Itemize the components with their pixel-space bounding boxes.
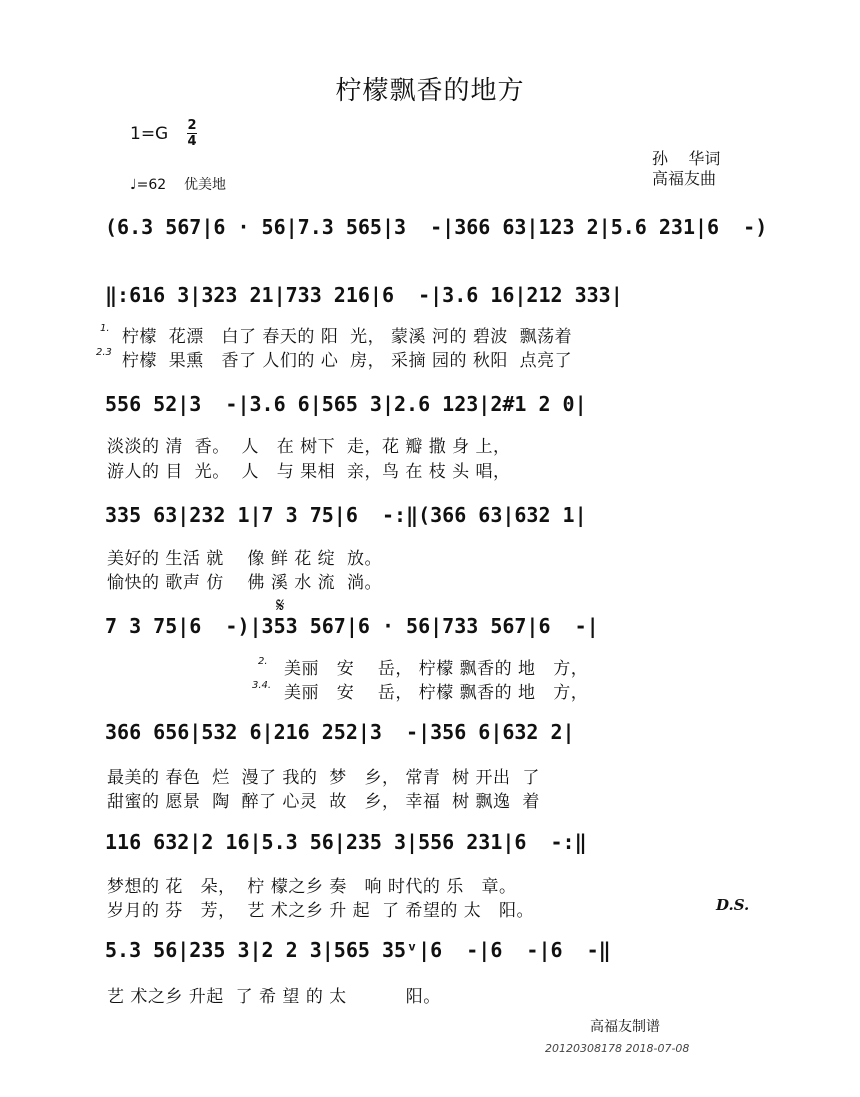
time-signature-top: 2 — [187, 118, 197, 133]
verse-number: 2. — [258, 656, 268, 667]
lyric-line: 甜蜜的 愿景 陶 醉了 心灵 故 乡， 幸福 树 飘逸 着 — [107, 792, 540, 812]
verse-number: 1. — [100, 323, 110, 334]
lyric-line: 梦想的 花 朵， 柠 檬之乡 奏 响 时代的 乐 章。 — [107, 877, 517, 897]
lyric-line: 淡淡的 清 香。 人 在 树下 走，花 瓣 撒 身 上， — [107, 437, 511, 457]
lyric-line: 岁月的 芬 芳， 艺 术之乡 升 起 了 希望的 太 阳。 — [107, 901, 534, 921]
notation-line-8: 5.3 56|235 3|2 2 3|565 35ᵛ|6 -|6 -|6 -‖ — [105, 938, 611, 962]
notation-line-3: 556 52|3 -|3.6 6|565 3|2.6 123|2#1 2 0| — [105, 392, 587, 416]
time-signature — [185, 118, 199, 149]
lyricist-credit: 孙 华词 — [652, 149, 721, 168]
dal-segno-marking: D.S. — [716, 896, 750, 914]
verse-number: 2.3 — [96, 347, 112, 358]
lyric-line: 美丽 安 岳， 柠檬 飘香的 地 方， — [284, 683, 589, 703]
notation-line-7: 116 632|2 16|5.3 56|235 3|556 231|6 -:‖ — [105, 830, 587, 854]
lyric-line: 愉快的 歌声 仿 佛 溪 水 流 淌。 — [107, 573, 382, 593]
notation-line-5: 7 3 75|6 -)|353 567|6 · 56|733 567|6 -| — [105, 614, 599, 638]
lyric-line: 游人的 目 光。 人 与 果相 亲，鸟 在 枝 头 唱， — [107, 462, 511, 482]
lyric-line: 美丽 安 岳， 柠檬 飘香的 地 方， — [284, 659, 589, 679]
lyric-line: 艺 术之乡 升起 了 希 望 的 太 阳。 — [107, 987, 441, 1007]
lyric-line: 柠檬 果熏 香了 人们的 心 房， 采摘 园的 秋阳 点亮了 — [122, 351, 573, 371]
lyric-line: 美好的 生活 就 像 鲜 花 绽 放。 — [107, 549, 382, 569]
composer-credit: 高福友曲 — [652, 169, 717, 188]
notation-line-1: (6.3 567|6 · 56|7.3 565|3 -|366 63|123 2|5.6 231|6 -) — [105, 215, 768, 239]
time-signature-bottom: 4 — [187, 134, 197, 149]
footer-id: 20120308178 2018-07-08 — [545, 1042, 690, 1055]
notation-line-2: ‖:616 3|323 21|733 216|6 -|3.6 16|212 333| — [105, 283, 623, 307]
key-signature: 1=G — [130, 124, 169, 144]
verse-number: 3.4. — [252, 680, 272, 691]
segno-sign: 𝄋 — [276, 593, 285, 617]
notation-line-4: 335 63|232 1|7 3 75|6 -:‖(366 63|632 1| — [105, 503, 587, 527]
lyric-line: 柠檬 花漂 白了 春天的 阳 光， 蒙溪 河的 碧波 飘荡着 — [122, 327, 573, 347]
notation-line-6: 366 656|532 6|216 252|3 -|356 6|632 2| — [105, 720, 575, 744]
page-title: 柠檬飘香的地方 — [335, 76, 525, 106]
lyric-line: 最美的 春色 烂 漫了 我的 梦 乡， 常青 树 开出 了 — [107, 768, 540, 788]
tempo-marking: ♩=62 优美地 — [130, 177, 226, 193]
transcriber-signature: 高福友制谱 — [590, 1019, 660, 1035]
